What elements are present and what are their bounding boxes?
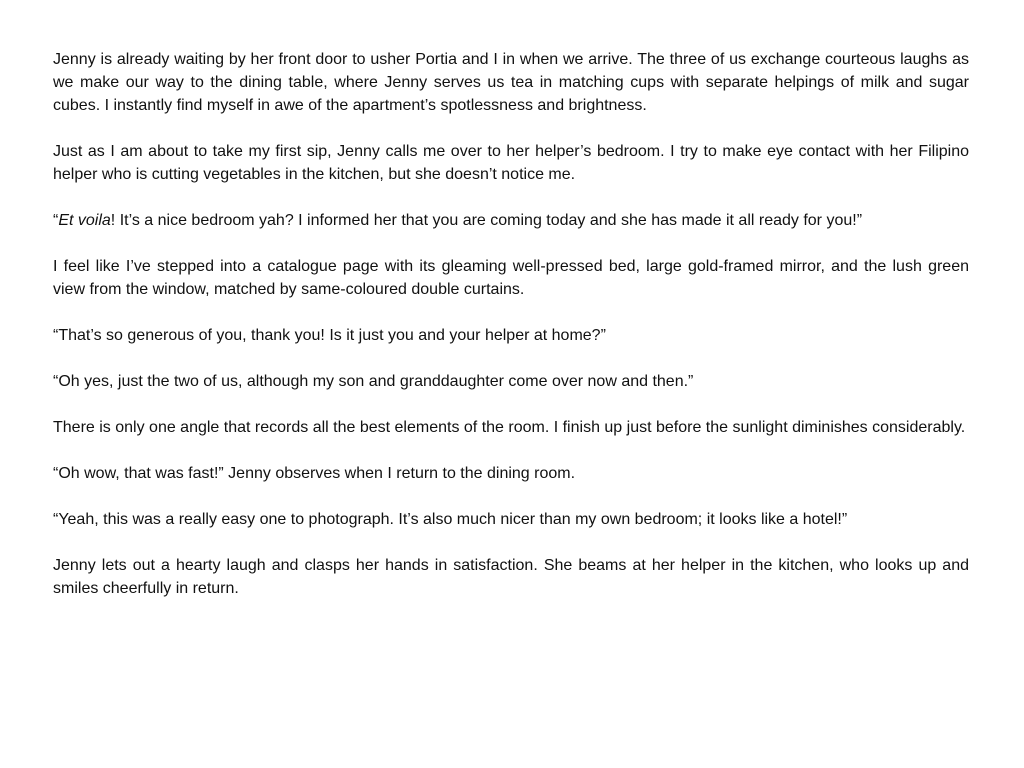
paragraph-two-of-us: “Oh yes, just the two of us, although my son and granddaughter come over now and then.” <box>53 373 694 390</box>
paragraph-et-voila <box>53 209 969 232</box>
paragraph-generous: “That’s so generous of you, thank you! Is it just you and your helper at home?” <box>53 327 606 344</box>
quote-rest: ! It’s a nice bedroom yah? I informed her that you are coming today and she has made it all ready for you!” <box>110 212 863 229</box>
italic-phrase: Et voila <box>58 212 111 229</box>
paragraph-catalogue: I feel like I’ve stepped into a catalogue page with its gleaming well-pressed bed, large gold-framed mirror, and the lush green view from the window, matched by same-coloured double curtains. <box>53 258 969 298</box>
paragraph-arrival: Jenny is already waiting by her front door to usher Portia and I in when we arrive. The three of us exchange courteous laughs as we make our way to the dining table, where Jenny serves us tea in matching cups with separate helpings of milk and sugar cubes. I instantly find myself in awe of the apartment’s spotlessness and brightness. <box>53 51 969 114</box>
paragraph-angle: There is only one angle that records all the best elements of the room. I finish up just before the sunlight diminishes considerably. <box>53 419 966 436</box>
paragraph-easy-photo: “Yeah, this was a really easy one to photograph. It’s also much nicer than my own bedroom; it looks like a hotel!” <box>53 511 848 528</box>
paragraph-laugh: Jenny lets out a hearty laugh and clasps her hands in satisfaction. She beams at her helper in the kitchen, who looks up and smiles cheerfully in return. <box>53 557 969 597</box>
paragraph-bedroom-call: Just as I am about to take my first sip, Jenny calls me over to her helper’s bedroom. I try to make eye contact with her Filipino helper who is cutting vegetables in the kitchen, but she doesn’t notice me. <box>53 143 969 183</box>
open-quote: “ <box>53 212 59 229</box>
paragraph-fast: “Oh wow, that was fast!” Jenny observes when I return to the dining room. <box>53 465 576 482</box>
document-body <box>53 48 969 600</box>
